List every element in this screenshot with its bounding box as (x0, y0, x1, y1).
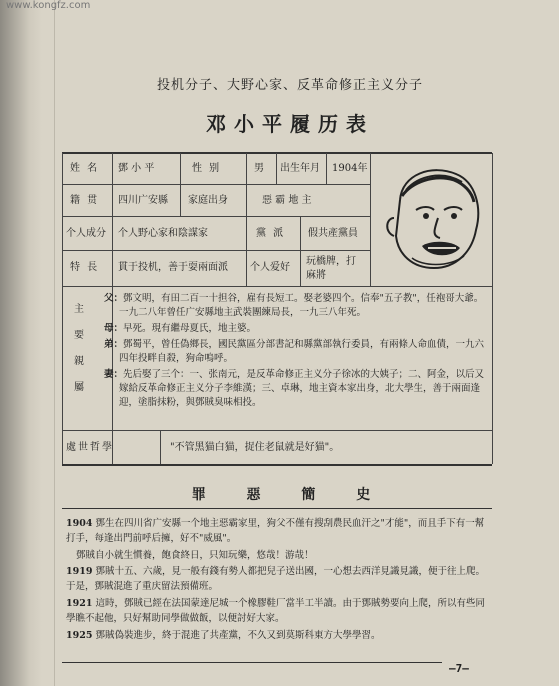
relation-text: 鄧蜀平，曾任偽鄉長，國民黨區分部書記和縣黨部執行委員，有兩條人命血債，一九六四年投畔自殺，狗命嗚呼。 (119, 339, 485, 364)
relation-brother (104, 338, 490, 366)
relation-wife (104, 368, 490, 410)
book-gutter (0, 0, 42, 686)
relation-role: 弟： (104, 339, 124, 350)
relation-role: 母： (104, 323, 124, 334)
section-rule (62, 508, 492, 509)
table-row-divider (62, 184, 370, 185)
history-text: 鄧生在四川省广安縣一个地主惡霸家里，狗父不僅有搜刮農民血汗之"才能"，而且手下有一幫打手，每逢出門前呼后擁，好不"威風"。 (66, 518, 485, 544)
table-row-divider (62, 286, 492, 287)
relation-text: 早死。現有繼母夏氏，地主婆。 (123, 323, 257, 334)
name-value: 鄧 小 平 (118, 163, 155, 174)
table-col-divider (246, 153, 247, 185)
history-entry (66, 596, 492, 626)
relation-text: 先后娶了三个：一、张南元，是反革命修正主义分子徐冰的大姨子；二、阿金，以后又嫁給反革命修正主义分子李維漢；三、卓琳，地主資本家出身，北大學生，善于兩面逢迎，塗脂抹粉，與鄧賊臭味相投。 (119, 369, 485, 408)
relations-label-char-2: 要 (74, 330, 84, 341)
status-label: 个人成分 (66, 228, 106, 239)
history-year: 1904 (66, 518, 93, 529)
history-text: 這時，鄧賊已經在法国蒙達尼城一个橡膠鞋厂當半工半讀。由于鄧賊勢要向上爬，所以有些同學瞧不起他，只好幫助同學做做飯，以便討好大家。 (66, 598, 485, 624)
family-value: 惡 霸 地 主 (262, 195, 312, 206)
hobby-value-line2: 麻將 (306, 270, 326, 281)
status-value: 个人野心家和陰謀家 (118, 228, 208, 239)
relations-label-char-1: 主 (74, 304, 84, 315)
table-row-divider (62, 250, 370, 251)
table-left-border (62, 153, 63, 464)
history-entry (66, 564, 492, 594)
family-label: 家庭出身 (188, 195, 228, 206)
section-title: 罪 惡 簡 史 (191, 487, 389, 503)
history-entry (66, 628, 446, 643)
philosophy-label: 處世哲學 (66, 442, 114, 453)
relation-text: 鄧文明，有田二百一十担谷，雇有長短工。娶老婆四个。信奉"五子教"，任袍哥大爺。一九二八年曾任广安縣地主武裝團練局長，一九三八年死。 (119, 293, 484, 318)
name-label: 姓 名 (70, 163, 100, 174)
relation-role: 妻： (104, 369, 124, 380)
hobby-label: 个人爱好 (250, 262, 290, 273)
origin-value: 四川广安縣 (118, 195, 168, 206)
table-col-divider (246, 217, 247, 286)
philosophy-value: "不管黑猫白猫，捉住老鼠就是好猫"。 (170, 442, 340, 453)
party-label: 黨 派 (256, 228, 286, 239)
table-col-divider (246, 185, 247, 217)
page-subtitle: 投机分子、大野心家、反革命修正主义分子 (156, 78, 423, 93)
skill-value: 貫于投机，善于耍兩面派 (118, 262, 228, 273)
sex-label: 性 别 (192, 163, 222, 174)
birth-label: 出生年月 (280, 163, 320, 174)
sex-value: 男 (254, 163, 264, 174)
history-text: 鄧賊自小就生慣養，飽食終日，只知玩樂，悠哉！游哉！ (76, 550, 314, 561)
history-year: 1925 (66, 630, 93, 641)
page-number: —7— (449, 662, 469, 675)
party-value: 假共產黨員 (308, 228, 358, 239)
hobby-value-line1: 玩橋牌，打 (306, 256, 356, 267)
table-col-divider (300, 217, 301, 286)
table-col-divider (160, 431, 161, 464)
relation-role: 父： (104, 293, 124, 304)
relations-label-char-4: 屬 (74, 382, 84, 393)
relation-father (104, 292, 490, 320)
gutter-line (54, 0, 55, 686)
history-entry (66, 548, 492, 563)
caricature-portrait (372, 160, 490, 276)
table-col-divider (326, 153, 327, 185)
footer-rule (62, 662, 442, 663)
relations-label-char-3: 親 (74, 356, 84, 367)
table-right-border (492, 153, 493, 464)
origin-label: 籍 贯 (70, 195, 100, 206)
page-title: 邓小平履历表 (206, 112, 374, 136)
history-text: 鄧賊偽裝進步，終于混進了共產黨，不久又到莫斯科東方大學學習。 (95, 630, 381, 641)
relation-mother (104, 322, 490, 336)
table-col-divider (180, 185, 181, 217)
history-year: 1919 (66, 566, 93, 577)
history-year: 1921 (66, 598, 93, 609)
table-row-divider (62, 216, 370, 217)
table-col-divider (370, 153, 371, 286)
table-top-border (62, 152, 492, 154)
table-col-divider (276, 153, 277, 185)
history-entry (66, 516, 492, 546)
table-row-divider (62, 430, 492, 431)
watermark: www.kongfz.com (6, 0, 91, 11)
history-text: 鄧賊十五、六歲，見一般有錢有勢人都把兒子送出國，一心想去西洋見識見識，便于往上爬。于是，鄧賊混進了重庆留法預備班。 (66, 566, 485, 592)
birth-value: 1904年 (332, 163, 368, 174)
skill-label: 特 長 (70, 262, 100, 273)
table-bottom-border (62, 464, 492, 466)
table-col-divider (180, 153, 181, 185)
